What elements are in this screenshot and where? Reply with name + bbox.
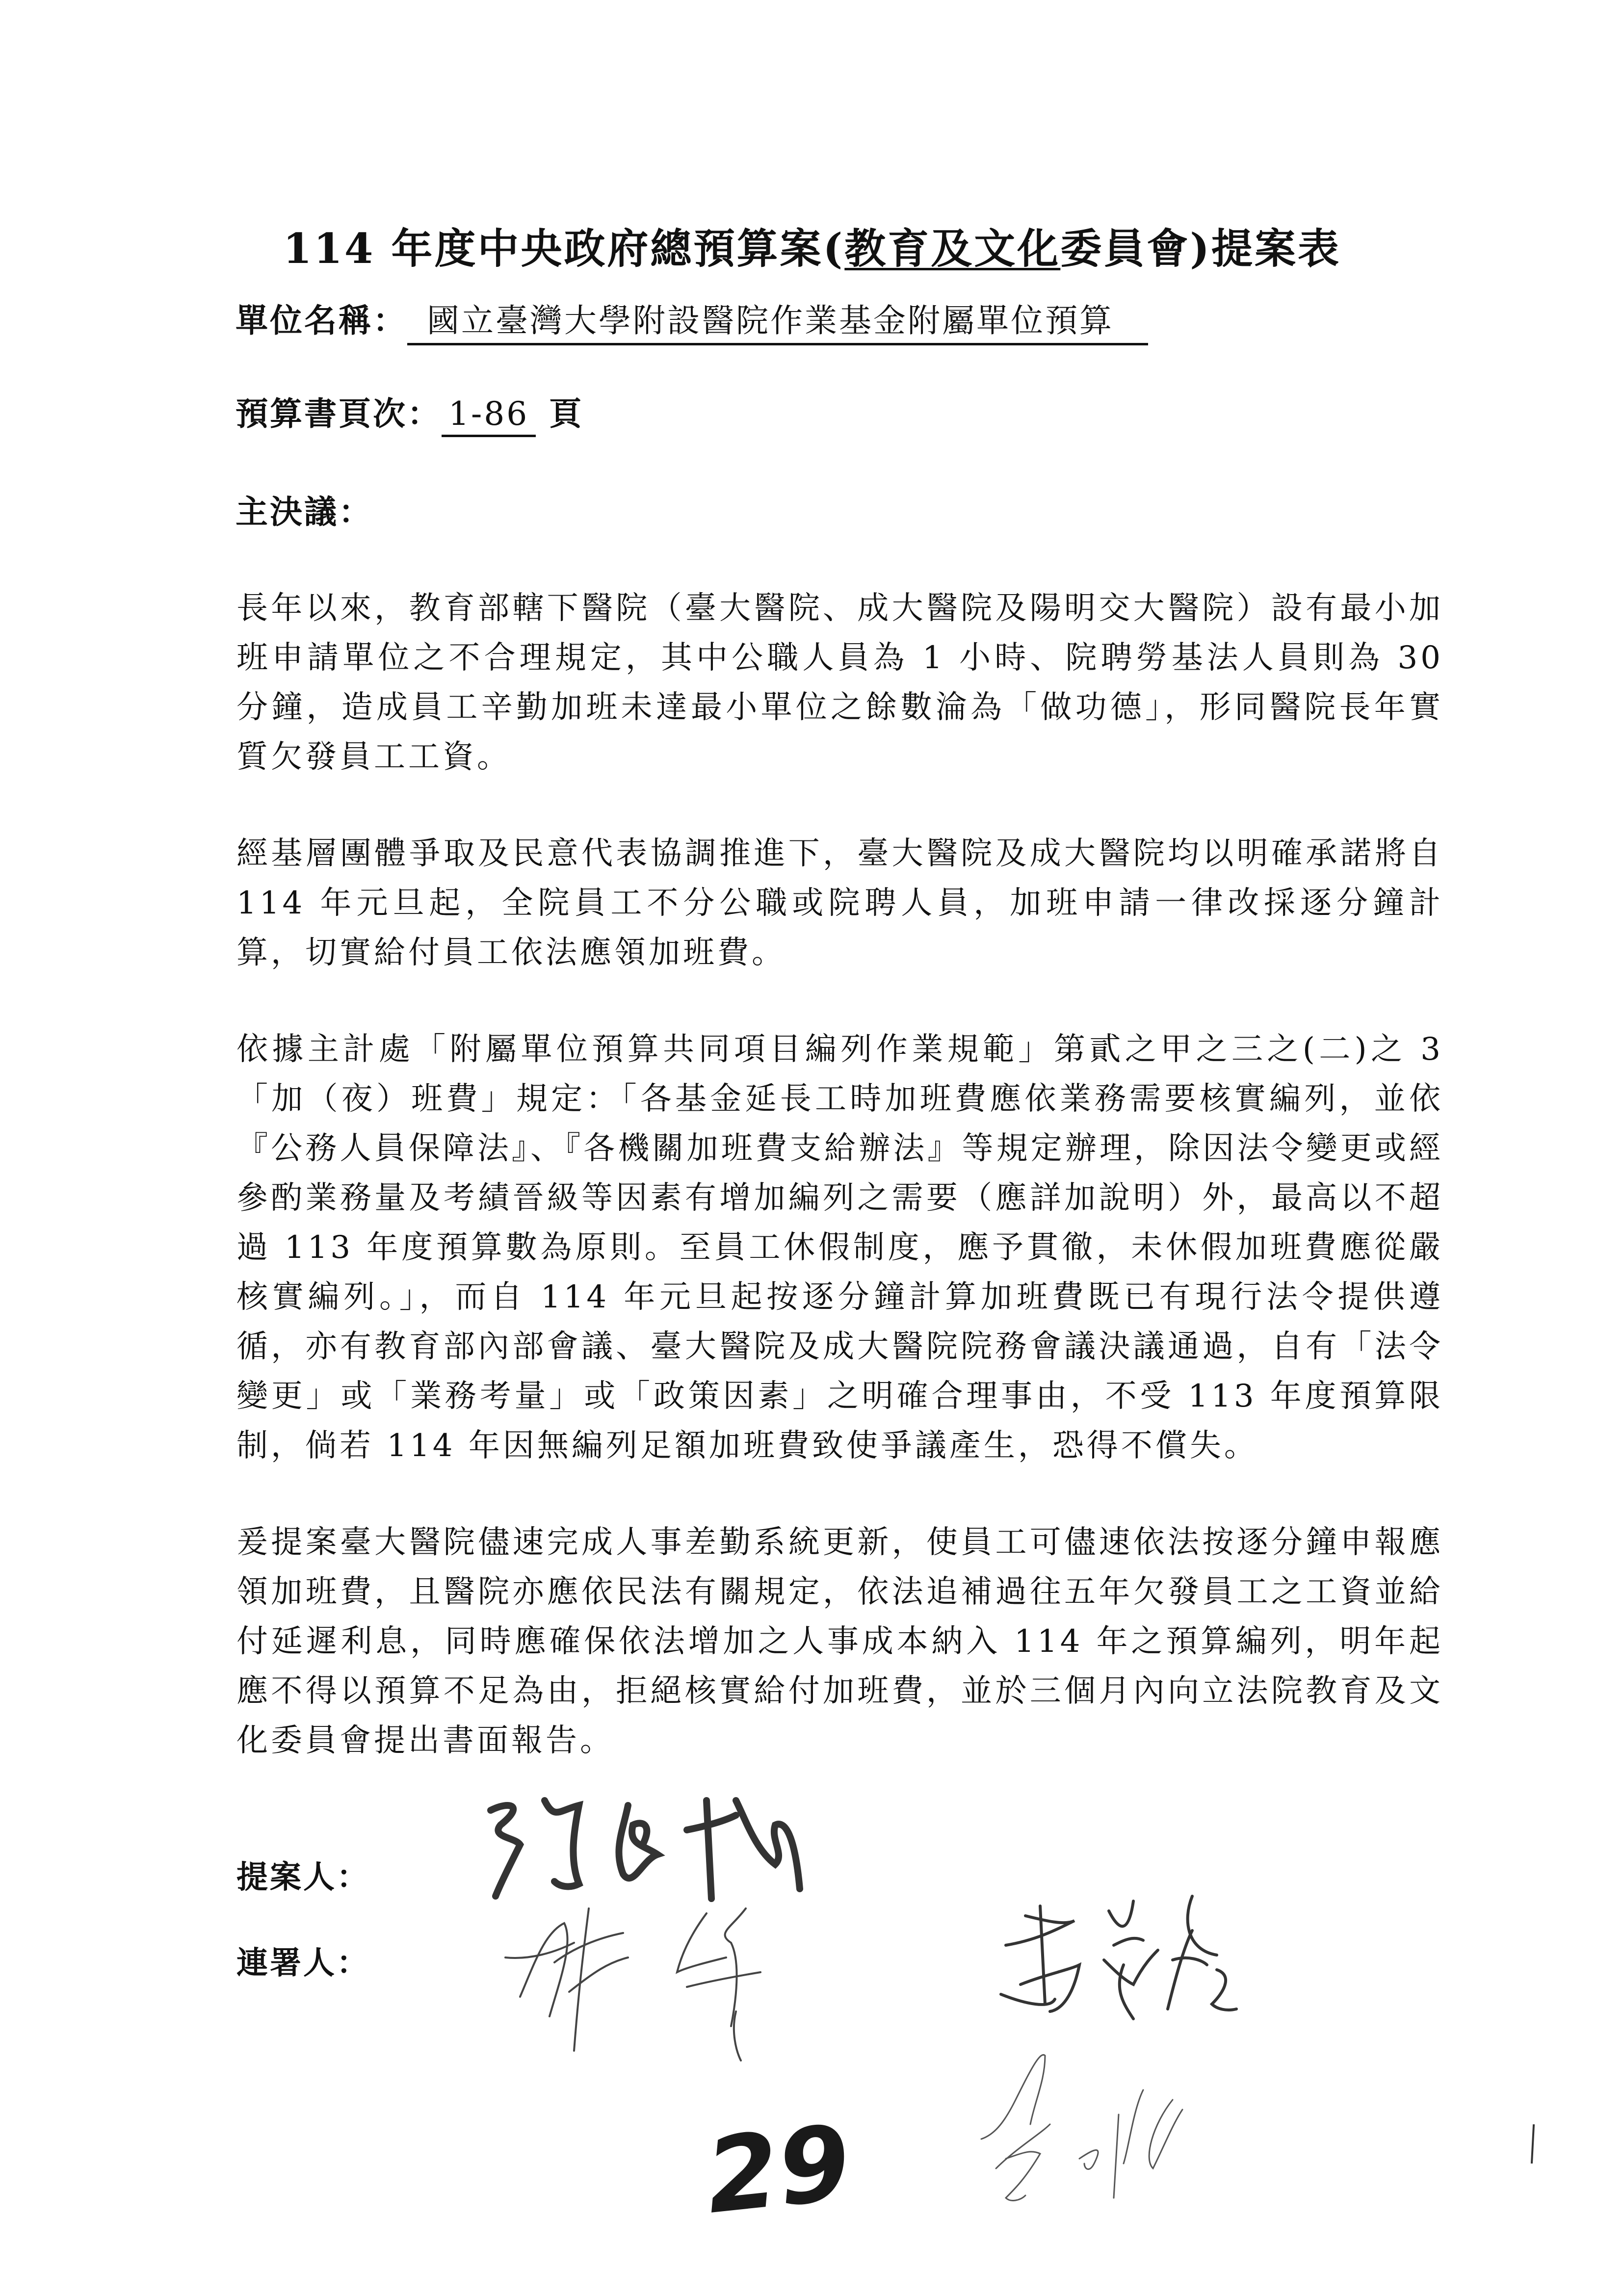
- cosigner-signature-3: [976, 2051, 1320, 2208]
- proposer-signature: [481, 1791, 873, 1904]
- proposer-label: 提案人：: [236, 1859, 370, 1896]
- unit-name-label: 單位名稱：: [236, 301, 407, 339]
- cosigner-signature-1: [500, 1904, 805, 2065]
- unit-name-value: 國立臺灣大學附設醫院作業基金附屬單位預算: [407, 294, 1148, 345]
- title-suffix: 委員會)提案表: [1060, 224, 1341, 273]
- paragraph: 長年以來，教育部轄下醫院（臺大醫院、成大醫院及陽明交大醫院）設有最小加班申請單位之不合理規定，其中公職人員為 1 小時、院聘勞基法人員則為 30 分鐘，造成員工辛勤加班未達最小單位之餘數淪為「做功德」，形同醫院長年實質欠發員工工資。: [236, 590, 1443, 775]
- paragraph: 依據主計處「附屬單位預算共同項目編列作業規範」第貳之甲之三之(二)之 3「加（夜）班費」規定：「各基金延長工時加班費應依業務需要核實編列，並依『公務人員保障法』、『各機關加班費支給辦法』等規定辦理，除因法令變更或經參酌業務量及考績晉級等因素有增加編列之需要（應詳加說明）外，最高以不超過 113 年度預算數為原則。至員工休假制度，應予貫徹，未休假加班費應從嚴核實編列。」，而自 114 年元旦起按逐分鐘計算加班費既已有現行法令提供遵循，亦有教育部內部會議、臺大醫院及成大醫院院務會議決議通過，自有「法令變更」或「業務考量」或「政策因素」之明確合理事由，不受 113 年度預算限制，倘若 114 年因無編列足額加班費致使爭議產生，恐得不償失。: [236, 1031, 1443, 1464]
- unit-name-field: [236, 294, 1148, 345]
- budget-page-label: 預算書頁次：: [236, 394, 442, 433]
- cosigner-signature-2: [996, 1891, 1300, 2019]
- resolution-body: [236, 584, 1443, 1813]
- budget-page-suffix: 頁: [549, 394, 584, 433]
- main-resolution-heading: 主決議：: [236, 493, 373, 531]
- title-prefix: 114 年度中央政府總預算案(: [283, 224, 845, 273]
- document-title: [0, 216, 1624, 275]
- budget-page-field: [236, 388, 583, 437]
- handwritten-number: 29: [700, 2102, 856, 2237]
- cosigner-label: 連署人：: [236, 1945, 370, 1982]
- paragraph: 爰提案臺大醫院儘速完成人事差勤系統更新，使員工可儘速依法按逐分鐘申報應領加班費，且醫院亦應依民法有關規定，依法追補過往五年欠發員工之工資並給付延遲利息，同時應確保依法增加之人事成本納入 114 年之預算編列，明年起應不得以預算不足為由，拒絕核實給付加班費，並於三個月內向立法院教育及文化委員會提出書面報告。: [236, 1524, 1443, 1759]
- title-committee: 教育及文化: [844, 224, 1061, 273]
- stray-pen-mark: [1531, 2124, 1535, 2164]
- paragraph: 經基層團體爭取及民意代表協調推進下，臺大醫院及成大醫院均以明確承諾將自 114 年元旦起，全院員工不分公職或院聘人員，加班申請一律改採逐分鐘計算，切實給付員工依法應領加班費。: [236, 835, 1443, 971]
- budget-page-value: 1-86: [442, 395, 536, 437]
